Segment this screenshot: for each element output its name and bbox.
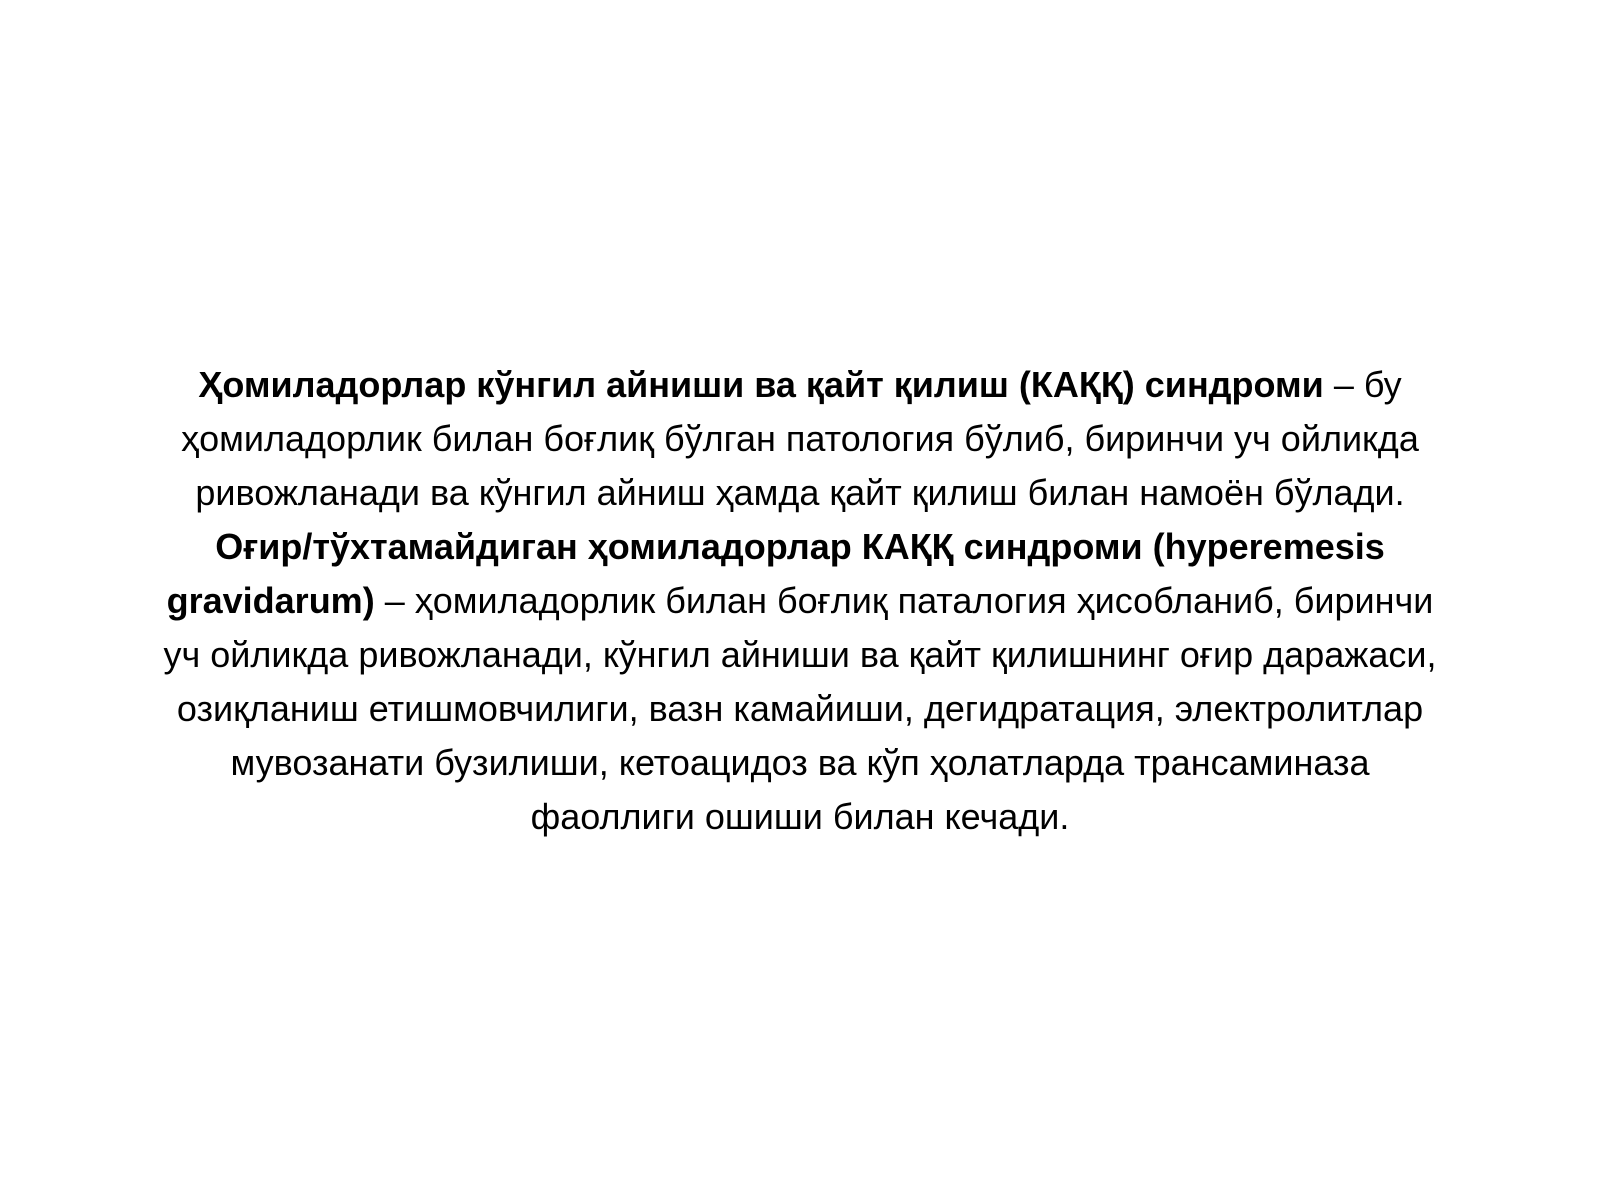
- definition-hyperemesis-gravidarum: – ҳомиладорлик билан боғлиқ паталогия ҳисобланиб, биринчи уч ойликда ривожланади, кўнгил айниши ва қайт қилишнинг оғир даражаси, озиқланиш етишмовчилиги, вазн камайиши, дегидратация, электролитлар мувозанати бузилиши, кетоацидоз ва кўп ҳолатларда трансаминаза фаоллиги ошиши билан кечади.: [163, 580, 1437, 837]
- term-nausea-vomiting-syndrome: Ҳомиладорлар кўнгил айниши ва қайт қилиш (КАҚҚ) синдроми: [198, 364, 1324, 405]
- slide-text-body: [150, 358, 1450, 844]
- definition-nausea-vomiting-syndrome: – бу ҳомиладорлик билан боғлиқ бўлган патология бўлиб, биринчи уч ойликда ривожланади ва кўнгил айниш ҳамда қайт қилиш билан намоён бўлади.: [181, 364, 1419, 513]
- definition-paragraph-nausea-vomiting: [150, 358, 1450, 520]
- term-hyperemesis-gravidarum: Оғир/тўхтамайдиган ҳомиладорлар КАҚҚ синдроми (hyperemesis gravidarum): [166, 526, 1385, 621]
- definition-paragraph-hyperemesis: [150, 520, 1450, 844]
